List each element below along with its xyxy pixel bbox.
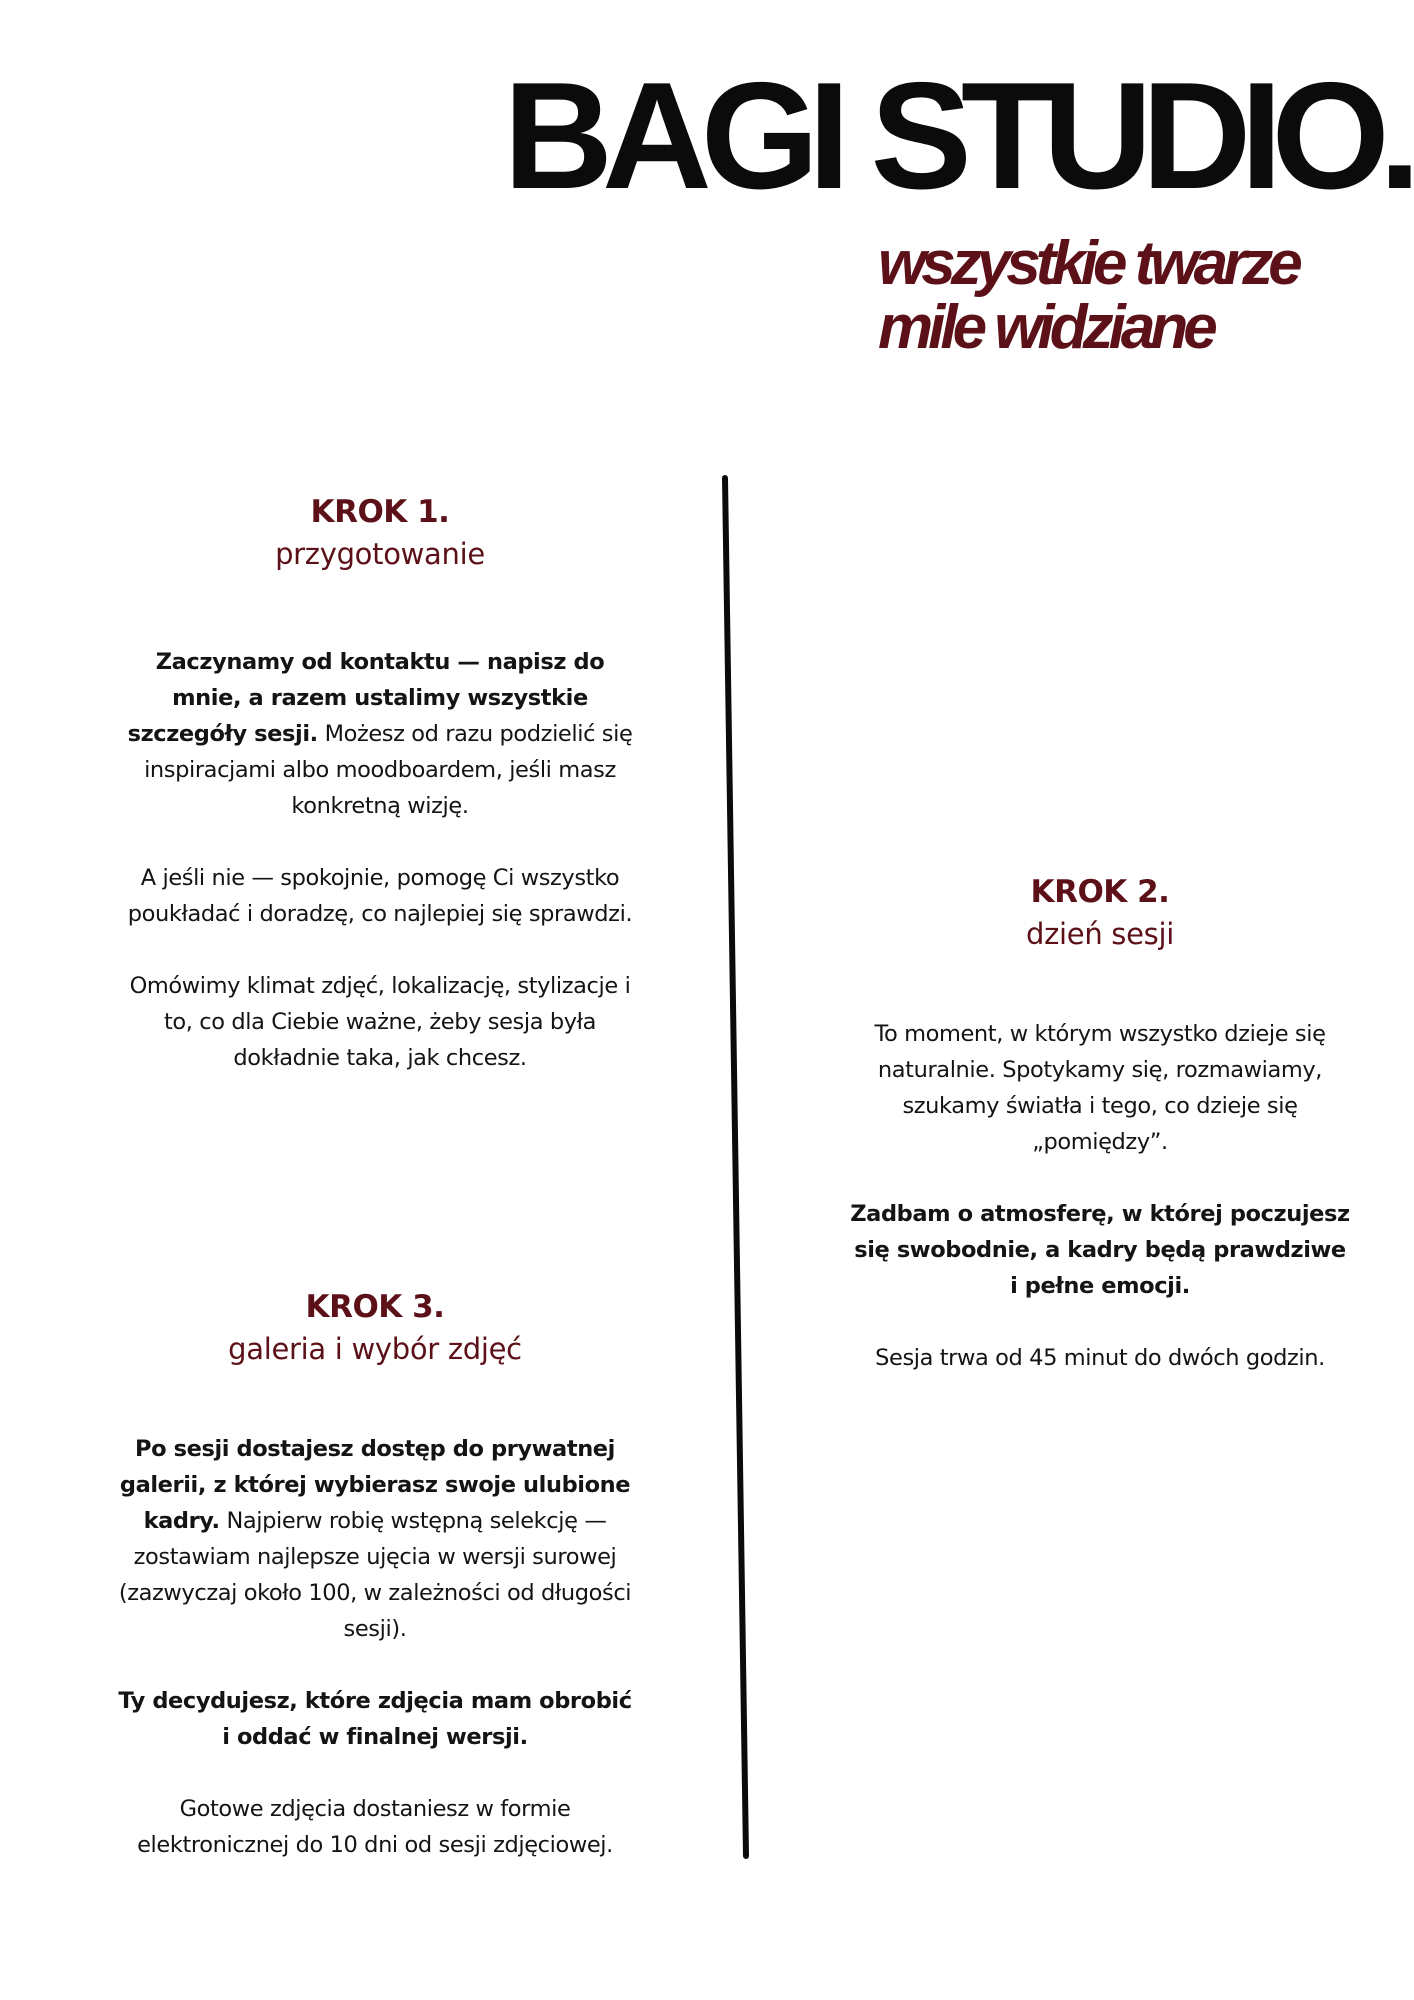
step-1-paragraph-1 (120, 644, 640, 824)
step-2-paragraph-2 (850, 1196, 1350, 1304)
step-1-regular-text: Możesz od razu podzielić się inspiracjami albo moodboardem, jeśli masz konkretną wizję. (144, 721, 633, 819)
step-3-regular-text: Najpierw robię wstępną selekcję — zostawiam najlepsze ujęcia w wersji surowej (zazwyczaj około 100, w zależności od długości sesji). (118, 1508, 632, 1642)
step-3 (115, 1287, 635, 1863)
step-3-bold-text-2: Ty decydujesz, które zdjęcia mam obrobić i oddać w finalnej wersji. (118, 1688, 632, 1750)
step-2-bold-text: Zadbam o atmosferę, w której poczujesz się swobodnie, a kadry będą prawdziwe i pełne emocji. (850, 1201, 1350, 1299)
step-3-paragraph-1 (115, 1431, 635, 1647)
step-1-bold-text: Zaczynamy od kontaktu — napisz do mnie, a razem ustalimy wszystkie szczegóły sesji. (127, 649, 605, 747)
step-1 (120, 492, 640, 1076)
step-3-paragraph-2 (115, 1683, 635, 1755)
tagline-line-2: mile widziane (878, 293, 1213, 362)
step-1-paragraph-2: A jeśli nie — spokojnie, pomogę Ci wszystko poukładać i doradzę, co najlepiej się sprawdzi. (127, 865, 633, 927)
tagline (878, 229, 1298, 362)
brand-title: BAGI STUDIO. (503, 51, 1410, 221)
step-3-bold-text: Po sesji dostajesz dostęp do prywatnej galerii, z której wybierasz swoje ulubione kadry. (119, 1436, 631, 1534)
step-2 (850, 872, 1350, 1376)
divider-line (725, 478, 746, 1856)
step-3-subtitle: galeria i wybór zdjęć (228, 1332, 522, 1366)
step-1-label: KROK 1. (310, 494, 450, 530)
step-2-body (850, 1016, 1350, 1376)
step-3-label: KROK 3. (305, 1289, 445, 1325)
step-1-body (120, 644, 640, 1076)
step-2-subtitle: dzień sesji (1025, 917, 1174, 951)
step-3-paragraph-3: Gotowe zdjęcia dostaniesz w formie elektronicznej do 10 dni od sesji zdjęciowej. (137, 1796, 613, 1858)
step-2-paragraph-3: Sesja trwa od 45 minut do dwóch godzin. (875, 1345, 1325, 1371)
tagline-line-1: wszystkie twarze (878, 229, 1298, 298)
step-1-paragraph-3: Omówimy klimat zdjęć, lokalizację, stylizacje i to, co dla Ciebie ważne, żeby sesja była dokładnie taka, jak chcesz. (129, 973, 631, 1071)
step-3-body (115, 1431, 635, 1863)
step-2-label: KROK 2. (1030, 874, 1170, 910)
step-2-paragraph-1: To moment, w którym wszystko dzieje się naturalnie. Spotykamy się, rozmawiamy, szukamy światła i tego, co dzieje się „pomiędzy”. (874, 1021, 1326, 1155)
step-1-subtitle: przygotowanie (275, 537, 485, 571)
